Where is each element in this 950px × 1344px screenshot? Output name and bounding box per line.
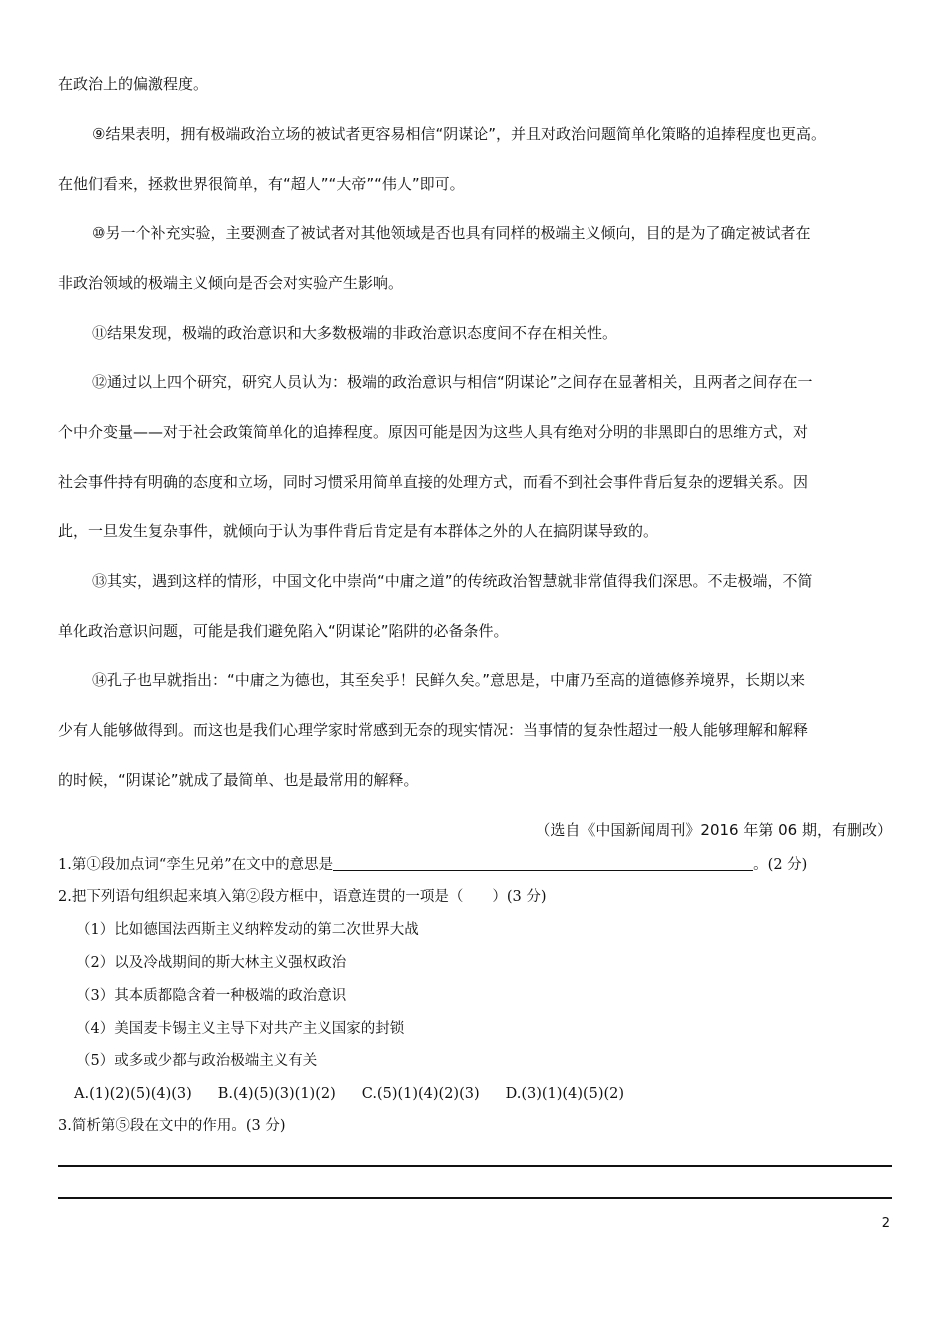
option-b[interactable]: B.(4)(5)(3)(1)(2) <box>217 1086 336 1102</box>
paragraph-9-line-2: 在他们看来，拯救世界很简单，有“超人”“大帝”“伟人”即可。 <box>58 175 465 193</box>
paragraph-12-line-4: 此，一旦发生复杂事件，就倾向于认为事件背后肯定是有本群体之外的人在搞阴谋导致的。 <box>58 522 659 540</box>
question-2-item-1: （1）比如德国法西斯主义纳粹发动的第二次世界大战 <box>76 922 419 938</box>
paragraph-9-line-1: ⑨结果表明，拥有极端政治立场的被试者更容易相信“阴谋论”，并且对政治问题简单化策略的追捧程度也更高。 <box>92 125 826 143</box>
paragraph-10-line-2: 非政治领域的极端主义倾向是否会对实验产生影响。 <box>58 274 404 292</box>
paragraph-13-line-2: 单化政治意识问题，可能是我们避免陷入“阴谋论”陷阱的必备条件。 <box>58 622 509 640</box>
question-1-suffix: 。(2 分) <box>753 857 808 873</box>
question-3-stem: 3.简析第⑤段在文中的作用。(3 分) <box>58 1118 286 1134</box>
source-citation: （选自《中国新闻周刊》2016 年第 06 期，有删改） <box>535 821 892 839</box>
option-c[interactable]: C.(5)(1)(4)(2)(3) <box>361 1086 480 1102</box>
paragraph-12-line-3: 社会事件持有明确的态度和立场，同时习惯采用简单直接的处理方式，而看不到社会事件背后复杂的逻辑关系。因 <box>58 473 809 491</box>
question-2-item-4: （4）美国麦卡锡主义主导下对共产主义国家的封锁 <box>76 1021 405 1037</box>
paragraph-14-line-1: ⑭孔子也早就指出：“中庸之为德也，其至矣乎！民鲜久矣。”意思是，中庸乃至高的道德修养境界，长期以来 <box>92 671 806 689</box>
paragraph-12-line-2: 个中介变量——对于社会政策简单化的追捧程度。原因可能是因为这些人具有绝对分明的非黑即白的思维方式，对 <box>58 423 809 441</box>
answer-line-2[interactable] <box>58 1197 892 1199</box>
answer-line-1[interactable] <box>58 1165 892 1167</box>
paragraph-14-line-2: 少有人能够做得到。而这也是我们心理学家时常感到无奈的现实情况：当事情的复杂性超过一般人能够理解和解释 <box>58 721 809 739</box>
question-1 <box>58 855 894 875</box>
question-2-item-3: （3）其本质都隐含着一种极端的政治意识 <box>76 988 347 1004</box>
paragraph-8-tail: 在政治上的偏激程度。 <box>58 75 209 93</box>
paragraph-11-line-1: ⑪结果发现，极端的政治意识和大多数极端的非政治意识态度间不存在相关性。 <box>92 324 618 342</box>
option-d[interactable]: D.(3)(1)(4)(5)(2) <box>505 1086 625 1102</box>
paragraph-14-line-3: 的时候，“阴谋论”就成了最简单、也是最常用的解释。 <box>58 771 419 789</box>
paragraph-13-line-1: ⑬其实，遇到这样的情形，中国文化中崇尚“中庸之道”的传统政治智慧就非常值得我们深思。不走极端，不简 <box>92 572 813 590</box>
question-1-prefix: 1.第①段加点词“孪生兄弟”在文中的意思是 <box>58 857 334 873</box>
question-2-stem: 2.把下列语句组织起来填入第②段方框中，语意连贯的一项是（ ）(3 分) <box>58 889 547 905</box>
option-a[interactable]: A.(1)(2)(5)(4)(3) <box>74 1086 192 1102</box>
paragraph-10-line-1: ⑩另一个补充实验，主要测查了被试者对其他领域是否也具有同样的极端主义倾向，目的是为了确定被试者在 <box>92 224 811 242</box>
question-1-answer-blank[interactable] <box>333 856 753 871</box>
paragraph-12-line-1: ⑫通过以上四个研究，研究人员认为：极端的政治意识与相信“阴谋论”之间存在显著相关，且两者之间存在一 <box>92 373 813 391</box>
question-2-item-5: （5）或多或少都与政治极端主义有关 <box>76 1053 318 1069</box>
page-number: 2 <box>881 1216 890 1231</box>
question-2-options <box>74 1084 894 1104</box>
question-2-item-2: （2）以及冷战期间的斯大林主义强权政治 <box>76 955 347 971</box>
